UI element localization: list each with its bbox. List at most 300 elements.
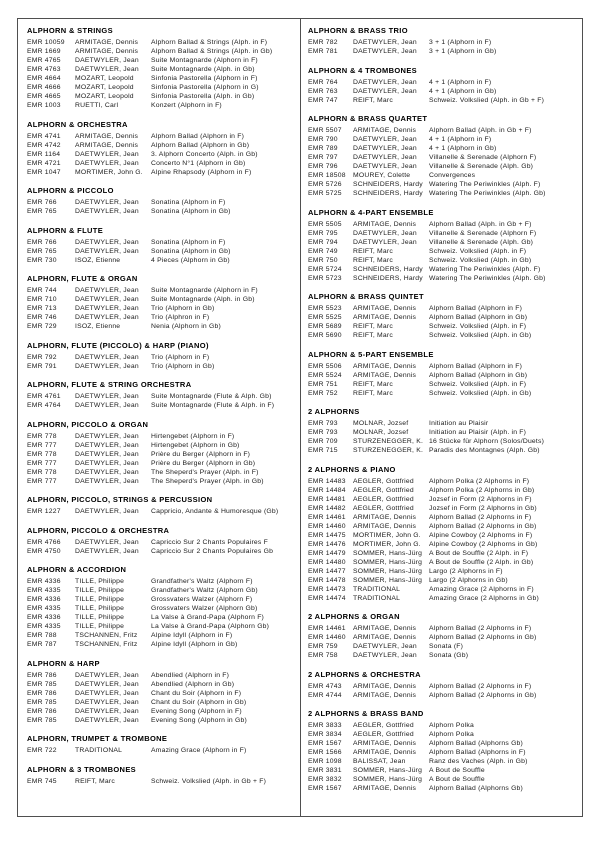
catalog-row [308,651,579,660]
catalog-ref: EMR 786 [27,671,57,679]
catalog-ref: EMR 722 [27,747,57,754]
catalog-row [308,87,579,96]
catalog-ref: EMR 4766 [27,538,61,546]
catalog-ref: EMR 797 [308,154,338,161]
section-title: 2 ALPHORNS & ORCHESTRA [308,669,421,679]
work-title: Sonatina (Alphorn in Gb) [151,247,231,255]
work-title: Capriccio Sur 2 Chants Populaires Gb [151,547,274,555]
work-title: Suite Montagnarde (Alph. in Gb) [151,296,255,303]
catalog-ref: EMR 710 [27,296,57,303]
section-title: ALPHORN, PICCOLO, STRINGS & PERCUSSION [27,495,213,504]
work-title: Schweiz. Volkslied (Alph. in Gb) [429,332,532,339]
catalog-section [308,407,579,455]
catalog-ref: EMR 766 [27,199,57,206]
catalog-row [308,371,579,380]
composer-name: DAETWYLER, Jean [353,652,417,659]
work-title: Cappricio, Andante & Humoresque (Gb) [151,508,279,515]
composer-name: ARMITAGE, Dennis [75,132,139,140]
catalog-row [308,567,579,576]
composer-name: TILLE, Philippe [75,578,125,585]
catalog-ref: EMR 14477 [308,567,346,575]
catalog-row [27,256,297,265]
composer-name: ARMITAGE, Dennis [353,634,417,641]
composer-name: DAETWYLER, Jean [75,247,139,255]
composer-name: ARMITAGE, Dennis [353,522,417,530]
composer-name: DAETWYLER, Jean [353,145,417,152]
composer-name: DAETWYLER, Jean [75,538,139,546]
composer-name: DAETWYLER, Jean [75,547,139,555]
work-title: Alphorn Ballad (2 Alphorns in F) [429,625,532,632]
catalog-ref: EMR 4741 [27,132,61,140]
composer-name: MORTIMER, John G. [353,531,421,539]
catalog-row [27,432,297,441]
catalog-ref: EMR 765 [27,247,57,255]
catalog-row [27,38,297,47]
catalog-row [308,784,579,793]
catalog-row [308,265,579,274]
composer-name: SOMMER, Hans-Jürg [353,549,423,557]
composer-name: DAETWYLER, Jean [75,450,139,458]
catalog-section [27,659,297,725]
composer-name: TILLE, Philippe [75,623,125,630]
work-title: Watering The Periwinkles (Alph. Gb) [429,274,546,282]
work-title: Suite Montagnarde (Alph. in Gb) [151,66,255,73]
catalog-row [27,304,297,313]
work-title: Ranz des Vaches (Alph. in Gb) [429,758,528,765]
section-title: ALPHORN & STRINGS [27,26,113,35]
catalog-ref: EMR 777 [27,459,57,467]
composer-name: TRADITIONAL [353,585,401,593]
catalog-row [27,631,297,640]
catalog-row [308,389,579,398]
catalog-ref: EMR 3833 [308,722,342,729]
work-title: Alphorn Ballad (Alphorns in F) [429,749,526,756]
work-title: The Sheperd's Prayer (Alph. in F) [151,468,259,476]
catalog-ref: EMR 4764 [27,402,61,409]
catalog-row [308,437,579,446]
composer-name: DAETWYLER, Jean [353,48,417,55]
catalog-row [27,707,297,716]
composer-name: DAETWYLER, Jean [75,508,139,515]
work-title: Grossvaters Walzer (Alphorn Gb) [151,605,258,612]
work-title: Alphorn Ballad (Alphorns Gb) [429,785,524,792]
catalog-row [308,96,579,105]
composer-name: DAETWYLER, Jean [75,353,139,361]
composer-name: TRADITIONAL [75,747,123,754]
catalog-row [27,207,297,216]
catalog-ref: EMR 765 [27,208,57,215]
catalog-row [308,721,579,730]
work-title: Trio (Alphorn in F) [151,353,210,361]
catalog-row [27,362,297,371]
catalog-row [308,162,579,171]
catalog-row [27,238,297,247]
work-title: Grossvaters Walzer (Alphorn F) [151,596,253,603]
catalog-ref: EMR 1567 [308,740,342,747]
composer-name: DAETWYLER, Jean [75,287,139,294]
composer-name: SOMMER, Hans-Jürg [353,767,423,774]
composer-name: TSCHANNEN, Fritz [75,632,138,639]
composer-name: AEGLER, Gottfried [353,504,414,512]
catalog-ref: EMR 752 [308,389,338,397]
catalog-row [308,766,579,775]
catalog-row [308,576,579,585]
catalog-row [27,83,297,92]
catalog-row [27,716,297,725]
catalog-ref: EMR 796 [308,163,338,170]
work-title: Watering The Periwinkles (Alph. F) [429,265,541,273]
catalog-row [308,331,579,340]
work-title: Abendlied (Alphorn in Gb) [151,680,235,688]
catalog-ref: EMR 788 [27,632,57,639]
catalog-row [308,682,579,691]
work-title: 3. Alphorn Concerto (Alph. in Gb) [151,150,258,158]
catalog-row [308,446,579,455]
work-title: Trio (Alphorn in Gb) [151,305,215,312]
catalog-row [27,141,297,150]
catalog-row [308,274,579,283]
work-title: A Bout de Souffle (2 Alph. in Gb) [429,558,534,566]
catalog-ref: EMR 3834 [308,731,342,738]
composer-name: ARMITAGE, Dennis [353,220,417,228]
work-title: Concerto N°1 (Alphorn in Gb) [151,159,246,167]
catalog-section [308,208,579,283]
catalog-ref: EMR 4761 [27,393,61,400]
work-title: Prière du Berger (Alphorn in Gb) [151,459,256,467]
catalog-row [308,757,579,766]
work-title: 16 Stücke für Alphorn (Solos/Duets) [429,438,545,445]
catalog-row [308,486,579,495]
work-title: Sonata (F) [429,643,464,650]
work-title: Trio (Alphron in F) [151,314,210,321]
section-title: ALPHORN, PICCOLO & ORGAN [27,419,149,429]
composer-name: DAETWYLER, Jean [75,689,139,697]
work-title: Alpine Idyll (Alphorn in F) [151,632,233,639]
catalog-ref: EMR 4743 [308,682,342,690]
catalog-ref: EMR 713 [27,305,57,312]
catalog-ref: EMR 751 [308,380,338,388]
work-title: Alphorn Ballad (Alphorn in F) [151,132,245,140]
catalog-ref: EMR 793 [308,429,338,436]
catalog-row [308,558,579,567]
catalog-ref: EMR 4664 [27,75,61,82]
work-title: Alpine Rhapsody (Alphorn in F) [151,168,252,176]
catalog-ref: EMR 1164 [27,150,61,158]
composer-name: ARMITAGE, Dennis [353,691,417,699]
section-title: ALPHORN & PICCOLO [27,186,114,195]
work-title: Sinfonia Pastorella (Alphorn in G) [151,84,259,91]
composer-name: DAETWYLER, Jean [75,305,139,312]
catalog-section [308,66,579,105]
catalog-ref: EMR 730 [27,256,57,264]
work-title: Suite Montagnarde (Flute & Alph. Gb) [151,393,272,400]
catalog-ref: EMR 785 [27,716,57,724]
work-title: Watering The Periwinkles (Alph. F) [429,181,541,188]
catalog-ref: EMR 729 [27,323,57,330]
section-title: 2 ALPHORNS [308,407,360,416]
catalog-section [27,120,297,177]
composer-name: MOZART, Leopold [75,84,134,91]
composer-name: ARMITAGE, Dennis [353,371,417,379]
section-title: ALPHORN & 3 TROMBONES [27,764,137,774]
catalog-row [308,304,579,313]
catalog-row [308,739,579,748]
composer-name: DAETWYLER, Jean [75,57,139,64]
work-title: Capriccio Sur 2 Chants Populaires F [151,538,268,546]
work-title: Hirtengebet (Alphorn in F) [151,432,235,440]
work-title: Amazing Grace (Alphorn in F) [151,747,247,754]
catalog-section [27,565,297,649]
catalog-ref: EMR 4721 [27,159,61,167]
composer-name: ARMITAGE, Dennis [353,127,417,134]
catalog-ref: EMR 786 [27,689,57,697]
catalog-row [308,642,579,651]
catalog-section [27,420,297,486]
work-title: A Bout de Souffle [429,776,485,783]
catalog-ref: EMR 5690 [308,332,342,339]
work-title: Hirtengebet (Alphorn in Gb) [151,441,240,449]
composer-name: TILLE, Philippe [75,596,125,603]
work-title: Amazing Grace (2 Alphorns in Gb) [429,594,539,602]
work-title: Alphorn Ballad (2 Alphorns in Gb) [429,634,537,641]
catalog-ref: EMR 18508 [308,172,346,179]
composer-name: ARMITAGE, Dennis [353,625,417,632]
catalog-ref: EMR 5507 [308,127,342,134]
catalog-ref: EMR 778 [27,432,57,440]
catalog-row [27,441,297,450]
catalog-row [27,622,297,631]
work-title: Alphorn Ballad (2 Alphorns in Gb) [429,691,537,699]
catalog-section [308,292,579,340]
composer-name: DAETWYLER, Jean [353,643,417,650]
catalog-ref: EMR 4336 [27,578,61,585]
composer-name: DAETWYLER, Jean [75,199,139,206]
work-title: 4 + 1 (Alphorn in Gb) [429,87,497,95]
catalog-section [27,186,297,216]
work-title: Alphorn Polka (2 Alphorns in F) [429,477,530,485]
catalog-ref: EMR 14473 [308,585,346,593]
composer-name: DAETWYLER, Jean [75,459,139,467]
catalog-row [27,392,297,401]
catalog-ref: EMR 746 [27,314,57,321]
work-title: Schweiz. Volkslied (Alph. in F) [429,323,527,330]
composer-name: DAETWYLER, Jean [75,698,139,706]
catalog-ref: EMR 5725 [308,190,342,197]
work-title: Alphorn Ballad & Strings (Alph. in Gb) [151,48,273,55]
work-title: 4 + 1 (Alphorn in F) [429,136,492,143]
section-title: ALPHORN, PICCOLO & ORCHESTRA [27,525,170,535]
catalog-ref: EMR 1567 [308,785,342,792]
catalog-section [308,612,579,660]
catalog-row [308,513,579,522]
composer-name: DAETWYLER, Jean [75,159,139,167]
catalog-row [308,549,579,558]
catalog-row [308,477,579,486]
catalog-ref: EMR 4763 [27,66,61,73]
composer-name: TILLE, Philippe [75,614,125,621]
catalog-row [27,604,297,613]
catalog-ref: EMR 785 [27,698,57,706]
catalog-row [27,613,297,622]
catalog-ref: EMR 792 [27,353,57,361]
catalog-row [27,56,297,65]
composer-name: AEGLER, Gottfried [353,495,414,503]
composer-name: TILLE, Philippe [75,605,125,612]
section-title: ALPHORN & BRASS QUARTET [308,114,428,123]
composer-name: ARMITAGE, Dennis [353,305,417,312]
work-title: Alphorn Ballad (Alphorn in F) [429,305,523,312]
catalog-ref: EMR 781 [308,48,338,55]
catalog-row [308,180,579,189]
catalog-row [27,295,297,304]
composer-name: REIFT, Marc [353,380,393,388]
work-title: 3 + 1 (Alphorn in Gb) [429,48,497,55]
composer-name: DAETWYLER, Jean [75,296,139,303]
composer-name: STURZENEGGER, K. [353,438,424,445]
work-title: Alphorn Ballad (Alph. in Gb + F) [429,127,532,134]
catalog-ref: EMR 1098 [308,758,342,765]
catalog-section [27,495,297,516]
work-title: Chant du Soir (Alphorn in F) [151,689,242,697]
catalog-row [308,633,579,642]
work-title: Sinfonia Pastorella (Alphorn in F) [151,75,258,82]
catalog-ref: EMR 14480 [308,558,346,566]
composer-name: ARMITAGE, Dennis [353,749,417,756]
composer-name: MOZART, Leopold [75,93,134,100]
catalog-row [308,522,579,531]
catalog-row [27,698,297,707]
catalog-ref: EMR 4666 [27,84,61,91]
work-title: Jozsef in Form (2 Alphorns in F) [429,495,532,503]
work-title: A Bout de Souffle (2 Alph. in F) [429,549,529,557]
catalog-section [27,526,297,556]
work-title: Schweiz. Volkslied (Alph. in Gb) [429,389,532,397]
section-title: ALPHORN & HARP [27,658,100,668]
work-title: Alphorn Ballad & Strings (Alph. in F) [151,39,268,46]
composer-name: ISOZ, Etienne [75,323,121,330]
catalog-row [308,229,579,238]
section-title: ALPHORN & 4-PART ENSEMBLE [308,207,434,217]
work-title: Sonatina (Alphorn in F) [151,238,226,246]
work-title: Prière du Berger (Alphorn in F) [151,450,251,458]
catalog-ref: EMR 778 [27,450,57,458]
catalog-row [308,495,579,504]
composer-name: RUETTI, Carl [75,102,119,109]
composer-name: DAETWYLER, Jean [353,163,417,170]
catalog-ref: EMR 14484 [308,486,346,494]
catalog-ref: EMR 759 [308,643,338,650]
work-title: Chant du Soir (Alphorn in Gb) [151,698,247,706]
section-title: ALPHORN & 4 TROMBONES [308,65,418,75]
section-title: ALPHORN, FLUTE (PICCOLO) & HARP (PIANO) [27,340,209,350]
work-title: Evening Song (Alphorn in Gb) [151,716,247,724]
work-title: Abendlied (Alphorn in F) [151,671,230,679]
section-title: ALPHORN & ACCORDION [27,565,127,574]
section-title: ALPHORN, FLUTE & ORGAN [27,274,138,283]
work-title: Largo (2 Alphorns in Gb) [429,576,508,584]
composer-name: REIFT, Marc [353,389,393,397]
catalog-ref: EMR 5523 [308,305,342,312]
work-title: Alpine Cowboy (2 Alphorns in F) [429,531,533,539]
catalog-row [27,640,297,649]
catalog-row [308,730,579,739]
composer-name: DAETWYLER, Jean [75,393,139,400]
composer-name: DAETWYLER, Jean [75,671,139,679]
catalog-row [308,419,579,428]
work-title: Paradis des Montagnes (Alph. Gb) [429,447,540,454]
catalog-row [308,585,579,594]
composer-name: DAETWYLER, Jean [75,150,139,158]
catalog-row [27,322,297,331]
work-title: Sonatina (Alphorn in Gb) [151,208,231,215]
catalog-ref: EMR 5724 [308,265,342,273]
work-title: Sinfonia Pastorella (Alph. in Gb) [151,93,255,100]
catalog-row [27,168,297,177]
work-title: Grandfather's Waltz (Alphorn Gb) [151,587,258,594]
composer-name: MOLNAR, Jozsef [353,420,409,427]
composer-name: AEGLER, Gottfried [353,731,414,738]
catalog-ref: EMR 789 [308,145,338,152]
work-title: Alphorn Ballad (Alph. in Gb + F) [429,220,532,228]
work-title: Amazing Grace (2 Alphorns in F) [429,585,534,593]
catalog-ref: EMR 745 [27,777,57,785]
composer-name: SCHNEIDERS, Hardy [353,181,423,188]
catalog-ref: EMR 5726 [308,181,342,188]
catalog-ref: EMR 785 [27,680,57,688]
work-title: Initiation au Plaisir [429,420,489,427]
catalog-ref: EMR 1047 [27,168,61,176]
work-title: Suite Montagnarde (Alphorn in F) [151,57,258,64]
catalog-ref: EMR 4750 [27,547,61,555]
catalog-row [27,101,297,110]
composer-name: SCHNEIDERS, Hardy [353,190,423,197]
catalog-row [308,362,579,371]
catalog-section [308,350,579,398]
composer-name: DAETWYLER, Jean [75,362,139,370]
catalog-ref: EMR 14481 [308,495,346,503]
composer-name: DAETWYLER, Jean [75,477,139,485]
catalog-ref: EMR 14460 [308,522,346,530]
composer-name: TRADITIONAL [353,594,401,602]
section-title: ALPHORN & 5-PART ENSEMBLE [308,349,434,359]
catalog-ref: EMR 763 [308,87,338,95]
catalog-row [308,144,579,153]
work-title: Alpine Cowboy (2 Alphorns in Gb) [429,540,538,548]
section-title: ALPHORN & ORCHESTRA [27,119,128,129]
composer-name: ARMITAGE, Dennis [353,785,417,792]
catalog-row [308,428,579,437]
catalog-ref: EMR 14482 [308,504,346,512]
catalog-ref: EMR 1227 [27,508,61,515]
catalog-ref: EMR 758 [308,652,338,659]
catalog-ref: EMR 5524 [308,371,342,379]
catalog-ref: EMR 4335 [27,587,61,594]
catalog-ref: EMR 4336 [27,614,61,621]
work-title: Sonata (Gb) [429,652,469,659]
catalog-row [27,313,297,322]
composer-name: SCHNEIDERS, Hardy [353,265,423,273]
work-title: Alphorn Ballad (Alphorn in Gb) [429,371,528,379]
catalog-row [308,78,579,87]
composer-name: DAETWYLER, Jean [353,78,417,86]
work-title: Schweiz. Volkslied (Alph. in F) [429,380,527,388]
catalog-row [308,256,579,265]
work-title: Schweiz. Volkslied (Alph. in Gb + F) [429,96,545,104]
work-title: Alphorn Polka [429,731,474,738]
catalog-ref: EMR 5505 [308,220,342,228]
catalog-row [27,47,297,56]
catalog-row [308,126,579,135]
